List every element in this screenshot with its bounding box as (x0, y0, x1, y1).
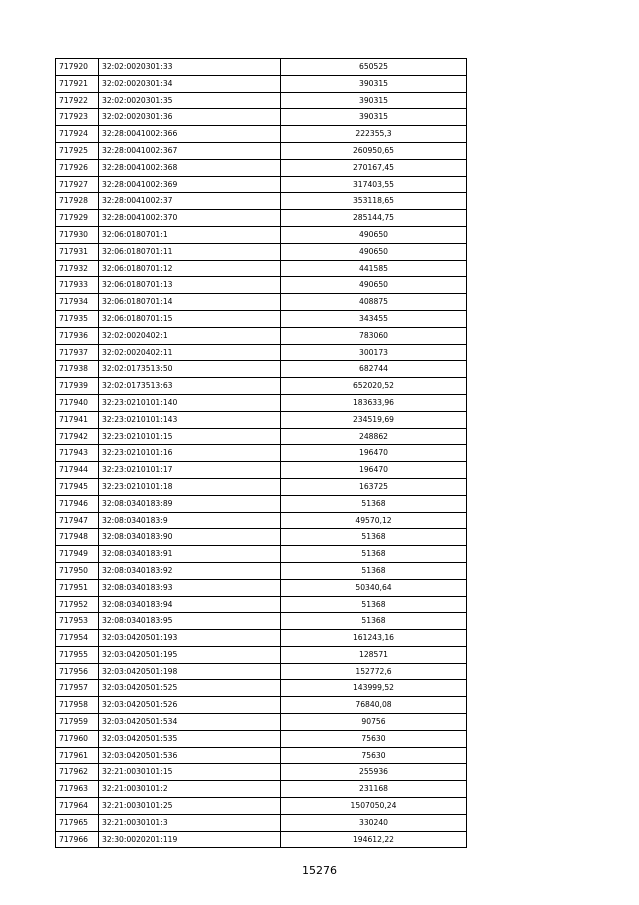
cadastral-number-cell: 32:08:0340183:9 (99, 512, 281, 529)
value-cell: 260950,65 (281, 142, 467, 159)
table-row (56, 260, 467, 277)
cadastral-number-cell: 32:28:0041002:37 (99, 193, 281, 210)
value-cell: 490650 (281, 277, 467, 294)
row-id-cell: 717935 (56, 310, 99, 327)
row-id-cell: 717965 (56, 814, 99, 831)
row-id-cell: 717931 (56, 243, 99, 260)
cadastral-number-cell: 32:02:0020301:35 (99, 92, 281, 109)
row-id-cell: 717929 (56, 210, 99, 227)
cadastral-number-cell: 32:06:0180701:11 (99, 243, 281, 260)
value-cell: 390315 (281, 92, 467, 109)
row-id-cell: 717947 (56, 512, 99, 529)
table-row (56, 747, 467, 764)
value-cell: 76840,08 (281, 697, 467, 714)
value-cell: 783060 (281, 327, 467, 344)
value-cell: 1507050,24 (281, 798, 467, 815)
value-cell: 51368 (281, 613, 467, 630)
table-row (56, 428, 467, 445)
cadastral-number-cell: 32:21:0030101:3 (99, 814, 281, 831)
data-table (55, 58, 467, 848)
value-cell: 196470 (281, 462, 467, 479)
value-cell: 143999,52 (281, 680, 467, 697)
row-id-cell: 717963 (56, 781, 99, 798)
table-row (56, 680, 467, 697)
value-cell: 390315 (281, 109, 467, 126)
row-id-cell: 717930 (56, 226, 99, 243)
value-cell: 317403,55 (281, 176, 467, 193)
cadastral-number-cell: 32:02:0020402:1 (99, 327, 281, 344)
value-cell: 248862 (281, 428, 467, 445)
cadastral-number-cell: 32:03:0420501:193 (99, 630, 281, 647)
value-cell: 490650 (281, 226, 467, 243)
value-cell: 490650 (281, 243, 467, 260)
table-row (56, 462, 467, 479)
table-row (56, 142, 467, 159)
value-cell: 183633,96 (281, 394, 467, 411)
row-id-cell: 717945 (56, 478, 99, 495)
table-row (56, 764, 467, 781)
value-cell: 390315 (281, 75, 467, 92)
cadastral-number-cell: 32:28:0041002:367 (99, 142, 281, 159)
table-row (56, 378, 467, 395)
cadastral-number-cell: 32:23:0210101:143 (99, 411, 281, 428)
table-row (56, 630, 467, 647)
table-row (56, 210, 467, 227)
value-cell: 75630 (281, 730, 467, 747)
row-id-cell: 717942 (56, 428, 99, 445)
row-id-cell: 717920 (56, 59, 99, 76)
cadastral-number-cell: 32:08:0340183:90 (99, 529, 281, 546)
cadastral-number-cell: 32:02:0173513:63 (99, 378, 281, 395)
cadastral-number-cell: 32:23:0210101:16 (99, 445, 281, 462)
cadastral-number-cell: 32:08:0340183:91 (99, 546, 281, 563)
row-id-cell: 717939 (56, 378, 99, 395)
value-cell: 300173 (281, 344, 467, 361)
row-id-cell: 717932 (56, 260, 99, 277)
value-cell: 75630 (281, 747, 467, 764)
table-row (56, 831, 467, 848)
row-id-cell: 717948 (56, 529, 99, 546)
cadastral-number-cell: 32:08:0340183:89 (99, 495, 281, 512)
cadastral-number-cell: 32:23:0210101:140 (99, 394, 281, 411)
table-row (56, 394, 467, 411)
cadastral-number-cell: 32:28:0041002:370 (99, 210, 281, 227)
row-id-cell: 717936 (56, 327, 99, 344)
table-row (56, 714, 467, 731)
row-id-cell: 717937 (56, 344, 99, 361)
cadastral-number-cell: 32:03:0420501:525 (99, 680, 281, 697)
table-row (56, 445, 467, 462)
cadastral-number-cell: 32:08:0340183:94 (99, 596, 281, 613)
cadastral-number-cell: 32:28:0041002:369 (99, 176, 281, 193)
value-cell: 51368 (281, 529, 467, 546)
cadastral-number-cell: 32:30:0020201:119 (99, 831, 281, 848)
row-id-cell: 717934 (56, 294, 99, 311)
cadastral-number-cell: 32:03:0420501:198 (99, 663, 281, 680)
value-cell: 234519,69 (281, 411, 467, 428)
table-row (56, 327, 467, 344)
table-row (56, 579, 467, 596)
table-row (56, 529, 467, 546)
value-cell: 51368 (281, 596, 467, 613)
row-id-cell: 717953 (56, 613, 99, 630)
value-cell: 255936 (281, 764, 467, 781)
table-row (56, 109, 467, 126)
page-number: 15276 (302, 864, 337, 877)
table-row (56, 59, 467, 76)
cadastral-number-cell: 32:23:0210101:15 (99, 428, 281, 445)
value-cell: 231168 (281, 781, 467, 798)
cadastral-number-cell: 32:21:0030101:15 (99, 764, 281, 781)
table-row (56, 781, 467, 798)
value-cell: 285144,75 (281, 210, 467, 227)
row-id-cell: 717944 (56, 462, 99, 479)
value-cell: 49570,12 (281, 512, 467, 529)
table-row (56, 294, 467, 311)
table-row (56, 814, 467, 831)
table-row (56, 176, 467, 193)
row-id-cell: 717921 (56, 75, 99, 92)
cadastral-number-cell: 32:23:0210101:18 (99, 478, 281, 495)
table-row (56, 310, 467, 327)
row-id-cell: 717956 (56, 663, 99, 680)
row-id-cell: 717928 (56, 193, 99, 210)
row-id-cell: 717924 (56, 126, 99, 143)
table-row (56, 92, 467, 109)
table-row (56, 361, 467, 378)
table-row (56, 663, 467, 680)
table-row (56, 646, 467, 663)
value-cell: 682744 (281, 361, 467, 378)
row-id-cell: 717954 (56, 630, 99, 647)
row-id-cell: 717943 (56, 445, 99, 462)
row-id-cell: 717961 (56, 747, 99, 764)
value-cell: 50340,64 (281, 579, 467, 596)
table-row (56, 730, 467, 747)
row-id-cell: 717926 (56, 159, 99, 176)
cadastral-number-cell: 32:06:0180701:13 (99, 277, 281, 294)
cadastral-number-cell: 32:06:0180701:12 (99, 260, 281, 277)
table-row (56, 697, 467, 714)
cadastral-number-cell: 32:06:0180701:15 (99, 310, 281, 327)
value-cell: 222355,3 (281, 126, 467, 143)
value-cell: 650525 (281, 59, 467, 76)
cadastral-number-cell: 32:28:0041002:368 (99, 159, 281, 176)
value-cell: 330240 (281, 814, 467, 831)
table-row (56, 546, 467, 563)
table-row (56, 495, 467, 512)
value-cell: 652020,52 (281, 378, 467, 395)
row-id-cell: 717966 (56, 831, 99, 848)
value-cell: 90756 (281, 714, 467, 731)
row-id-cell: 717933 (56, 277, 99, 294)
value-cell: 128571 (281, 646, 467, 663)
cadastral-number-cell: 32:23:0210101:17 (99, 462, 281, 479)
cadastral-number-cell: 32:06:0180701:1 (99, 226, 281, 243)
table-row (56, 562, 467, 579)
cadastral-number-cell: 32:28:0041002:366 (99, 126, 281, 143)
value-cell: 194612,22 (281, 831, 467, 848)
cadastral-number-cell: 32:21:0030101:25 (99, 798, 281, 815)
cadastral-number-cell: 32:02:0020301:34 (99, 75, 281, 92)
row-id-cell: 717955 (56, 646, 99, 663)
value-cell: 270167,45 (281, 159, 467, 176)
table-row (56, 277, 467, 294)
value-cell: 343455 (281, 310, 467, 327)
table-row (56, 344, 467, 361)
value-cell: 51368 (281, 546, 467, 563)
cadastral-number-cell: 32:08:0340183:92 (99, 562, 281, 579)
table-body (56, 59, 467, 848)
table-row (56, 798, 467, 815)
row-id-cell: 717949 (56, 546, 99, 563)
cadastral-number-cell: 32:06:0180701:14 (99, 294, 281, 311)
value-cell: 161243,16 (281, 630, 467, 647)
value-cell: 163725 (281, 478, 467, 495)
cadastral-number-cell: 32:02:0173513:50 (99, 361, 281, 378)
cadastral-number-cell: 32:03:0420501:535 (99, 730, 281, 747)
row-id-cell: 717927 (56, 176, 99, 193)
row-id-cell: 717940 (56, 394, 99, 411)
row-id-cell: 717925 (56, 142, 99, 159)
cadastral-number-cell: 32:21:0030101:2 (99, 781, 281, 798)
row-id-cell: 717923 (56, 109, 99, 126)
cadastral-number-cell: 32:02:0020402:11 (99, 344, 281, 361)
cadastral-number-cell: 32:03:0420501:534 (99, 714, 281, 731)
row-id-cell: 717951 (56, 579, 99, 596)
table-row (56, 126, 467, 143)
value-cell: 51368 (281, 495, 467, 512)
table-row (56, 512, 467, 529)
table-row (56, 159, 467, 176)
row-id-cell: 717962 (56, 764, 99, 781)
cadastral-number-cell: 32:03:0420501:526 (99, 697, 281, 714)
row-id-cell: 717959 (56, 714, 99, 731)
value-cell: 196470 (281, 445, 467, 462)
row-id-cell: 717946 (56, 495, 99, 512)
table-row (56, 226, 467, 243)
table-row (56, 613, 467, 630)
cadastral-number-cell: 32:08:0340183:95 (99, 613, 281, 630)
row-id-cell: 717950 (56, 562, 99, 579)
value-cell: 408875 (281, 294, 467, 311)
cadastral-number-cell: 32:03:0420501:195 (99, 646, 281, 663)
cadastral-number-cell: 32:08:0340183:93 (99, 579, 281, 596)
table-row (56, 243, 467, 260)
row-id-cell: 717960 (56, 730, 99, 747)
row-id-cell: 717952 (56, 596, 99, 613)
value-cell: 51368 (281, 562, 467, 579)
table-row (56, 193, 467, 210)
table-row (56, 596, 467, 613)
table-row (56, 411, 467, 428)
row-id-cell: 717922 (56, 92, 99, 109)
row-id-cell: 717957 (56, 680, 99, 697)
value-cell: 152772,6 (281, 663, 467, 680)
cadastral-number-cell: 32:02:0020301:33 (99, 59, 281, 76)
row-id-cell: 717958 (56, 697, 99, 714)
cadastral-number-cell: 32:02:0020301:36 (99, 109, 281, 126)
table-row (56, 478, 467, 495)
cadastral-number-cell: 32:03:0420501:536 (99, 747, 281, 764)
value-cell: 441585 (281, 260, 467, 277)
row-id-cell: 717941 (56, 411, 99, 428)
row-id-cell: 717938 (56, 361, 99, 378)
row-id-cell: 717964 (56, 798, 99, 815)
value-cell: 353118,65 (281, 193, 467, 210)
table-row (56, 75, 467, 92)
